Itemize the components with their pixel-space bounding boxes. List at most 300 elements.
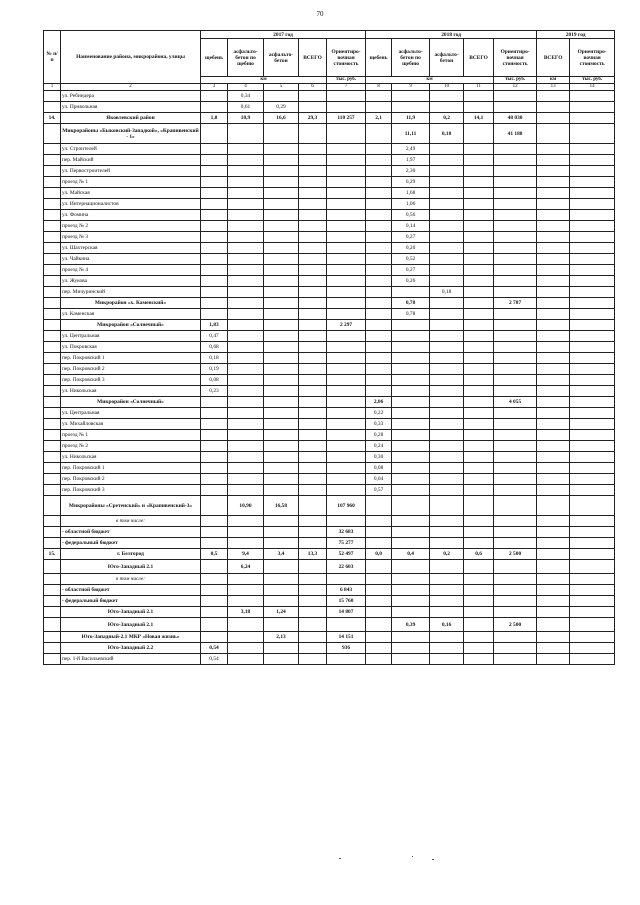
table-cell [464, 221, 494, 232]
table-cell [327, 144, 366, 155]
row-number [44, 585, 61, 596]
table-cell [430, 485, 464, 496]
row-number [44, 408, 61, 419]
header-2018-gravel: щебень [366, 39, 392, 77]
row-number [44, 596, 61, 607]
table-cell [537, 375, 570, 386]
row-name: ул. Жукова [61, 276, 201, 287]
table-cell [327, 155, 366, 166]
table-cell: 0,08 [201, 375, 228, 386]
table-cell [299, 538, 327, 549]
table-cell [464, 538, 494, 549]
header-2018-asphalt-on-gravel: асфальто-бетон по щебню [392, 39, 430, 77]
table-cell [537, 124, 570, 144]
table-cell [494, 287, 537, 298]
scan-speck [432, 859, 434, 860]
table-cell [494, 485, 537, 496]
row-number [44, 91, 61, 102]
table-cell [201, 397, 228, 408]
row-name: пер. 1-й Васильевский [61, 654, 201, 665]
table-cell [228, 618, 264, 632]
table-cell [537, 654, 570, 665]
row-name: проезд № 4 [61, 265, 201, 276]
table-cell [570, 320, 615, 331]
road-repair-table [43, 30, 615, 665]
row-name: ул. Михайловская [61, 419, 201, 430]
table-cell [299, 298, 327, 309]
table-cell [327, 574, 366, 585]
table-cell [201, 463, 228, 474]
table-cell [299, 287, 327, 298]
table-cell [430, 632, 464, 643]
header-col-name: Наименование района, микрорайона, улицы [61, 31, 201, 84]
table-cell [570, 538, 615, 549]
row-name: пер. Покровский 2 [61, 474, 201, 485]
row-name: пер. Покровский 1 [61, 463, 201, 474]
table-cell [392, 441, 430, 452]
table-cell [464, 386, 494, 397]
table-cell [366, 124, 392, 144]
table-row [44, 408, 615, 419]
table-cell [392, 397, 430, 408]
table-row [44, 643, 615, 654]
table-cell [537, 298, 570, 309]
table-cell: 110 257 [327, 113, 366, 124]
table-cell [570, 210, 615, 221]
row-number [44, 232, 61, 243]
table-cell [228, 596, 264, 607]
row-number [44, 574, 61, 585]
table-cell [392, 643, 430, 654]
unit-2017-rub: тыс. руб. [327, 77, 366, 84]
table-cell [228, 408, 264, 419]
table-cell [464, 408, 494, 419]
table-cell [228, 574, 264, 585]
row-number [44, 221, 61, 232]
table-row [44, 124, 615, 144]
table-cell [327, 397, 366, 408]
table-cell [464, 654, 494, 665]
table-cell [264, 516, 299, 527]
table-cell [570, 221, 615, 232]
table-cell: 936 [327, 643, 366, 654]
row-name: ул. Никольская [61, 452, 201, 463]
row-name: Микрорайон «Солнечный» [61, 320, 201, 331]
table-cell: 3,4 [264, 549, 299, 560]
table-cell: 0,26 [392, 276, 430, 287]
table-cell: 0,19 [201, 364, 228, 375]
table-cell [228, 516, 264, 527]
table-cell [299, 596, 327, 607]
column-number: 4 [228, 84, 264, 91]
table-cell: 1,8 [201, 113, 228, 124]
table-cell [464, 177, 494, 188]
table-cell [494, 516, 537, 527]
table-cell [264, 287, 299, 298]
table-cell [392, 463, 430, 474]
table-cell [327, 254, 366, 265]
table-cell: 0,47 [201, 331, 228, 342]
table-cell [430, 342, 464, 353]
column-number: 10 [430, 84, 464, 91]
table-cell [537, 155, 570, 166]
table-row [44, 232, 615, 243]
row-name: ул. Майская [61, 188, 201, 199]
table-cell [430, 527, 464, 538]
table-cell [299, 102, 327, 113]
table-cell [299, 364, 327, 375]
row-number [44, 643, 61, 654]
table-cell [228, 538, 264, 549]
table-cell [570, 463, 615, 474]
table-cell [570, 265, 615, 276]
table-row [44, 254, 615, 265]
table-cell [570, 276, 615, 287]
table-cell: 2,13 [264, 632, 299, 643]
table-cell [464, 331, 494, 342]
table-cell [366, 232, 392, 243]
table-cell: 14,1 [464, 113, 494, 124]
table-cell [228, 452, 264, 463]
table-row [44, 419, 615, 430]
column-number: 14 [570, 84, 615, 91]
row-name: ул. Центральная [61, 408, 201, 419]
table-cell [570, 618, 615, 632]
table-cell [430, 654, 464, 665]
table-cell [537, 574, 570, 585]
table-cell [430, 596, 464, 607]
table-cell [430, 91, 464, 102]
table-cell [494, 102, 537, 113]
table-cell [392, 386, 430, 397]
column-number: 11 [464, 84, 494, 91]
table-cell [537, 386, 570, 397]
table-row [44, 607, 615, 618]
table-cell [264, 474, 299, 485]
table-cell [494, 463, 537, 474]
table-cell [570, 309, 615, 320]
table-cell [228, 632, 264, 643]
row-name: пер. Покровский 3 [61, 485, 201, 496]
table-cell [494, 364, 537, 375]
table-cell: 0,57 [366, 485, 392, 496]
table-cell: 6 843 [327, 585, 366, 596]
table-cell [228, 166, 264, 177]
table-cell [228, 386, 264, 397]
table-cell [264, 386, 299, 397]
scan-speck [412, 856, 413, 857]
table-cell [494, 585, 537, 596]
table-row [44, 276, 615, 287]
row-number [44, 452, 61, 463]
table-cell [537, 287, 570, 298]
table-cell [264, 527, 299, 538]
table-cell [537, 632, 570, 643]
table-cell [570, 353, 615, 364]
table-cell [430, 585, 464, 596]
table-cell [264, 419, 299, 430]
table-cell [570, 254, 615, 265]
table-cell [201, 124, 228, 144]
table-cell [537, 549, 570, 560]
row-number [44, 155, 61, 166]
row-number [44, 124, 61, 144]
table-cell [366, 177, 392, 188]
table-cell [494, 496, 537, 516]
table-cell: 10,90 [228, 496, 264, 516]
table-cell [570, 342, 615, 353]
table-cell [228, 654, 264, 665]
table-cell: 11,11 [392, 124, 430, 144]
table-cell [430, 419, 464, 430]
table-cell [494, 643, 537, 654]
row-name: Юго-Западный 2.1 [61, 560, 201, 574]
table-cell [392, 419, 430, 430]
table-cell [392, 632, 430, 643]
table-cell [430, 166, 464, 177]
table-cell [264, 485, 299, 496]
table-cell [494, 166, 537, 177]
table-cell [366, 342, 392, 353]
table-cell [464, 254, 494, 265]
row-number [44, 210, 61, 221]
table-cell [430, 607, 464, 618]
table-cell [537, 516, 570, 527]
table-cell: 0,0 [366, 549, 392, 560]
table-cell [464, 516, 494, 527]
table-cell [366, 538, 392, 549]
table-cell [570, 632, 615, 643]
row-name: Юго-Западный 2.1 [61, 618, 201, 632]
table-cell [228, 232, 264, 243]
table-cell: 0,14 [392, 221, 430, 232]
table-cell [430, 331, 464, 342]
table-cell: 0,33 [366, 419, 392, 430]
header-2019-total: ВСЕГО [537, 39, 570, 77]
table-row [44, 298, 615, 309]
table-cell: 4 055 [494, 397, 537, 408]
row-name: - областной бюджет [61, 585, 201, 596]
table-cell [430, 199, 464, 210]
row-name: Микрорайоны «Сретенский» и «Крапивенский-3» [61, 496, 201, 516]
table-cell: 0,18 [430, 124, 464, 144]
table-cell [327, 287, 366, 298]
table-cell [299, 91, 327, 102]
table-cell [327, 91, 366, 102]
table-cell [299, 632, 327, 643]
row-name: Юго-Западный-2.1 МКР «Новая жизнь» [61, 632, 201, 643]
table-cell [201, 188, 228, 199]
table-row [44, 618, 615, 632]
table-cell [537, 419, 570, 430]
unit-2018-km: км [366, 77, 494, 84]
table-cell [430, 643, 464, 654]
table-cell [537, 485, 570, 496]
table-cell: 107 960 [327, 496, 366, 516]
table-cell [201, 221, 228, 232]
table-cell [201, 144, 228, 155]
table-cell [228, 144, 264, 155]
table-cell [366, 618, 392, 632]
table-cell: 0,24 [366, 441, 392, 452]
table-cell [327, 516, 366, 527]
table-cell [430, 188, 464, 199]
unit-2019-rub: тыс. руб. [570, 77, 615, 84]
column-number: 6 [299, 84, 327, 91]
row-number [44, 397, 61, 408]
table-cell [264, 364, 299, 375]
table-cell: 0,23 [201, 386, 228, 397]
table-cell [299, 144, 327, 155]
unit-2017-km: км [201, 77, 327, 84]
column-number: 5 [264, 84, 299, 91]
table-cell: 2 297 [327, 320, 366, 331]
table-cell [299, 320, 327, 331]
table-cell: 1,06 [392, 199, 430, 210]
table-cell [264, 199, 299, 210]
table-cell [327, 221, 366, 232]
table-cell [464, 430, 494, 441]
table-cell [570, 452, 615, 463]
table-cell [366, 560, 392, 574]
table-cell [464, 188, 494, 199]
table-row [44, 474, 615, 485]
table-cell [430, 430, 464, 441]
table-cell [228, 463, 264, 474]
table-cell [392, 452, 430, 463]
table-cell [366, 91, 392, 102]
table-cell [570, 516, 615, 527]
page-number: 70 [316, 10, 324, 18]
table-cell [201, 419, 228, 430]
table-cell [464, 441, 494, 452]
table-row [44, 91, 615, 102]
table-cell: 0,78 [392, 309, 430, 320]
table-cell [392, 102, 430, 113]
table-cell [201, 91, 228, 102]
table-row [44, 538, 615, 549]
row-number [44, 265, 61, 276]
table-cell [264, 430, 299, 441]
table-cell [264, 91, 299, 102]
table-cell [537, 585, 570, 596]
table-cell [570, 155, 615, 166]
table-cell [537, 596, 570, 607]
table-cell [327, 375, 366, 386]
table-cell [201, 474, 228, 485]
table-cell [464, 243, 494, 254]
table-cell [299, 618, 327, 632]
table-cell [494, 419, 537, 430]
table-cell [327, 199, 366, 210]
row-number [44, 254, 61, 265]
table-cell [494, 232, 537, 243]
table-cell [299, 574, 327, 585]
column-number: 13 [537, 84, 570, 91]
table-cell [201, 254, 228, 265]
table-cell [366, 309, 392, 320]
table-cell [228, 309, 264, 320]
table-cell [494, 91, 537, 102]
table-cell [264, 124, 299, 144]
row-name: г. Белгород [61, 549, 201, 560]
table-cell [430, 375, 464, 386]
table-cell [327, 124, 366, 144]
table-cell [537, 102, 570, 113]
table-cell [228, 430, 264, 441]
table-cell [537, 199, 570, 210]
table-cell [366, 210, 392, 221]
table-cell [430, 474, 464, 485]
table-cell [201, 632, 228, 643]
table-cell [299, 166, 327, 177]
table-cell: 52 497 [327, 549, 366, 560]
table-cell [570, 199, 615, 210]
table-cell [228, 585, 264, 596]
header-2018-asphalt: асфальто-бетон [430, 39, 464, 77]
table-cell [570, 287, 615, 298]
header-2017-total: ВСЕГО [299, 39, 327, 77]
table-cell [201, 102, 228, 113]
header-year-2018: 2018 год [366, 31, 537, 39]
row-number [44, 441, 61, 452]
table-cell [537, 309, 570, 320]
table-cell [392, 496, 430, 516]
header-2017-cost: Ориентиро-вочная стоимость [327, 39, 366, 77]
table-cell [366, 496, 392, 516]
table-cell [201, 485, 228, 496]
row-number [44, 527, 61, 538]
table-cell [430, 320, 464, 331]
table-cell [537, 144, 570, 155]
table-cell [494, 408, 537, 419]
table-cell [570, 643, 615, 654]
row-name: проезд № 1 [61, 177, 201, 188]
table-cell [228, 298, 264, 309]
table-cell [228, 364, 264, 375]
table-cell [264, 585, 299, 596]
table-cell [366, 188, 392, 199]
table-cell [537, 166, 570, 177]
header-year-2019: 2019 год [537, 31, 615, 39]
table-cell: 0,04 [366, 474, 392, 485]
table-cell [366, 276, 392, 287]
table-cell [430, 254, 464, 265]
table-cell [299, 527, 327, 538]
table-cell [264, 298, 299, 309]
table-cell [464, 585, 494, 596]
table-cell [430, 221, 464, 232]
table-cell [494, 474, 537, 485]
table-cell [392, 364, 430, 375]
table-cell [201, 538, 228, 549]
table-cell [392, 485, 430, 496]
table-cell [228, 287, 264, 298]
table-header [44, 31, 615, 91]
table-cell [537, 496, 570, 516]
row-number [44, 298, 61, 309]
table-cell [464, 452, 494, 463]
table-cell [299, 265, 327, 276]
table-cell [494, 607, 537, 618]
table-cell [464, 463, 494, 474]
row-number [44, 560, 61, 574]
table-cell [570, 419, 615, 430]
table-cell [327, 430, 366, 441]
table-cell [299, 397, 327, 408]
table-row [44, 353, 615, 364]
table-cell [494, 155, 537, 166]
